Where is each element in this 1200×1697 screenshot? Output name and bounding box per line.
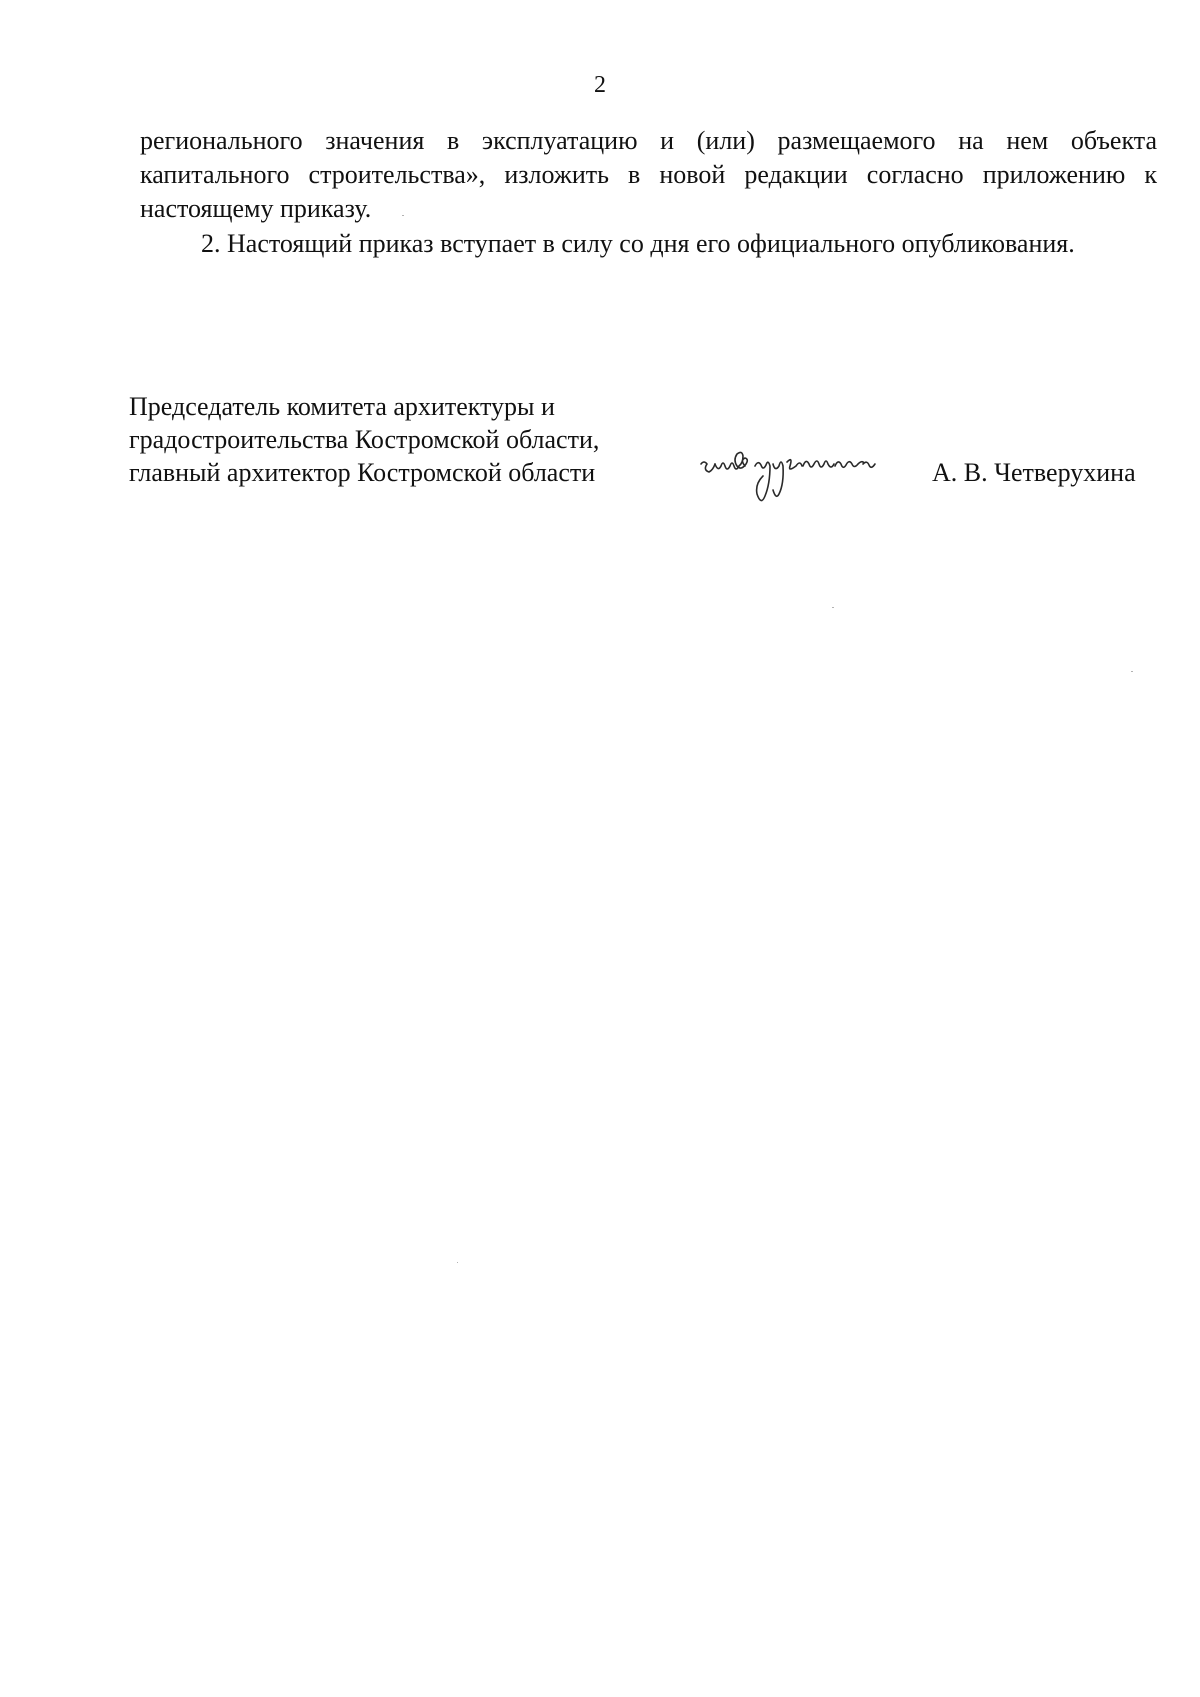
scan-speck [832, 607, 834, 608]
page-number: 2 [594, 72, 606, 98]
paragraph-continuation: регионального значения в эксплуатацию и (или) размещаемого на нем объекта капитального строительства», изложить в новой редакции согласно приложению к настоящему приказу. [140, 126, 1157, 223]
document-body [140, 124, 1157, 261]
scan-speck [1131, 671, 1133, 672]
signer-name: А. В. Четверухина [932, 458, 1136, 487]
signer-title-line: Председатель комитета архитектуры и [129, 392, 555, 421]
signer-title-line: градостроительства Костромской области, [129, 425, 600, 454]
handwritten-signature [695, 442, 895, 514]
signer-title [129, 390, 599, 489]
signer-title-line: главный архитектор Костромской области [129, 458, 596, 487]
paragraph-item-2: 2. Настоящий приказ вступает в силу со дня его официального опубликования. [201, 229, 1075, 258]
scan-speck [402, 215, 404, 216]
signature-block [129, 390, 1159, 520]
scan-speck [457, 1262, 458, 1263]
